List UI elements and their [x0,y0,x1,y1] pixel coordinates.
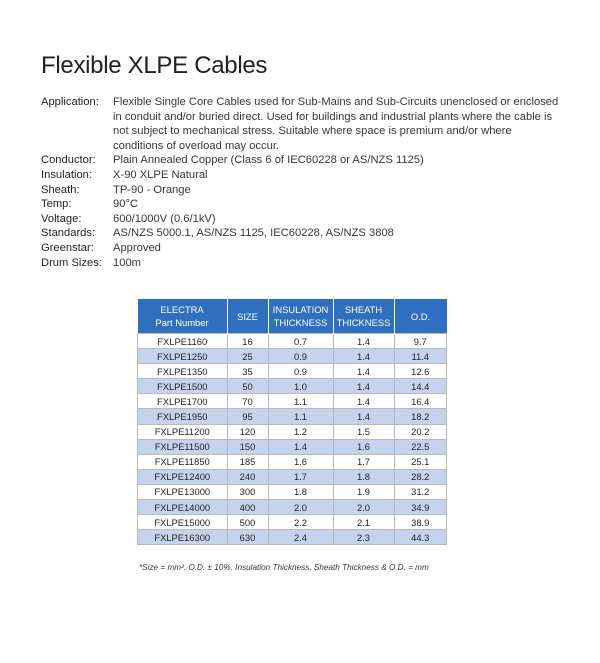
cell-od: 18.2 [394,409,447,424]
header-line: ELECTRA [160,304,204,315]
cell-od: 11.4 [394,349,447,364]
header-part-number [138,299,228,334]
cell-sheath: 1.9 [333,484,394,499]
cell-size: 70 [227,394,268,409]
cell-size: 185 [227,454,268,469]
table-footnote: *Size = mm². O.D. ± 10%. Insulation Thickness, Sheath Thickness & O.D. = mm [139,563,429,572]
cell-insulation: 0.7 [268,334,333,349]
table-row [138,484,447,499]
cell-size: 240 [227,469,268,484]
header-od [394,299,447,334]
cell-part-number: FXLPE1950 [138,409,228,424]
cell-part-number: FXLPE13000 [138,484,228,499]
cell-sheath: 1.4 [333,379,394,394]
cell-insulation: 2.4 [268,530,333,545]
spec-insulation [41,168,561,183]
cell-od: 25.1 [394,454,447,469]
header-sheath-thickness [333,299,394,334]
spec-value: 600/1000V (0.6/1kV) [113,212,216,225]
cell-size: 500 [227,515,268,530]
spec-value: 100m [113,256,141,269]
cell-sheath: 2.1 [333,515,394,530]
header-line: SHEATH [344,304,383,315]
spec-standards [41,226,561,241]
cell-sheath: 1.8 [333,469,394,484]
spec-value: 90°C [113,198,138,211]
spec-label: Insulation: [41,168,92,181]
cell-part-number: FXLPE1250 [138,349,228,364]
cell-insulation: 1.2 [268,424,333,439]
spec-label: Application: [41,96,99,108]
cell-size: 300 [227,484,268,499]
spec-value: Approved [113,241,161,254]
header-line: INSULATION [272,304,329,315]
cable-table [137,299,447,545]
cell-sheath: 1.7 [333,454,394,469]
table-row [138,439,447,454]
cell-part-number: FXLPE15000 [138,515,228,530]
cell-od: 14.4 [394,379,447,394]
cell-od: 44.3 [394,530,447,545]
spec-temp [41,197,561,212]
table-body [138,334,447,545]
cell-od: 9.7 [394,334,447,349]
cell-part-number: FXLPE12400 [138,469,228,484]
cell-sheath: 1.4 [333,334,394,349]
cell-part-number: FXLPE1160 [138,334,228,349]
spec-label: Conductor: [41,154,96,167]
header-line: O.D. [410,310,431,322]
table-row [138,394,447,409]
cell-size: 120 [227,424,268,439]
spec-list [41,95,561,270]
cell-part-number: FXLPE1700 [138,394,228,409]
cell-insulation: 1.6 [268,454,333,469]
cell-sheath: 1.4 [333,349,394,364]
table-row [138,379,447,394]
cell-part-number: FXLPE1500 [138,379,228,394]
table-row [138,334,447,349]
cell-size: 400 [227,500,268,515]
spec-value: X-90 XLPE Natural [113,168,208,181]
cable-table-container [137,299,447,545]
cell-part-number: FXLPE16300 [138,530,228,545]
spec-greenstar [41,241,561,256]
spec-label: Drum Sizes: [41,256,102,269]
cell-insulation: 1.0 [268,379,333,394]
table-row [138,454,447,469]
cell-insulation: 2.2 [268,515,333,530]
spec-label: Sheath: [41,183,80,196]
cell-sheath: 2.3 [333,530,394,545]
cell-insulation: 2.0 [268,500,333,515]
cell-size: 25 [227,349,268,364]
table-header-row [138,299,447,334]
cell-sheath: 1.6 [333,439,394,454]
cell-od: 22.5 [394,439,447,454]
cell-od: 31.2 [394,484,447,499]
cell-sheath: 1.4 [333,409,394,424]
cell-sheath: 1.5 [333,424,394,439]
cell-insulation: 0.9 [268,364,333,379]
spec-conductor [41,153,561,168]
cell-od: 38.9 [394,515,447,530]
header-line: Part Number [155,317,209,328]
cell-size: 630 [227,530,268,545]
page-title: Flexible XLPE Cables [41,52,268,79]
cell-sheath: 1.4 [333,364,394,379]
cell-part-number: FXLPE14000 [138,500,228,515]
spec-sheath [41,183,561,198]
header-line: SIZE [237,310,258,322]
table-row [138,515,447,530]
spec-voltage [41,212,561,227]
cell-od: 34.9 [394,500,447,515]
spec-value: AS/NZS 5000.1, AS/NZS 1125, IEC60228, AS/NZS 3808 [113,227,394,240]
spec-label: Greenstar: [41,241,94,254]
cell-insulation: 1.7 [268,469,333,484]
header-size [227,299,268,334]
cell-od: 16.4 [394,394,447,409]
table-row [138,530,447,545]
cell-part-number: FXLPE11200 [138,424,228,439]
spec-value: Plain Annealed Copper (Class 6 of IEC60228 or AS/NZS 1125) [113,154,424,167]
cell-insulation: 1.1 [268,409,333,424]
table-row [138,469,447,484]
cell-size: 50 [227,379,268,394]
table-row [138,500,447,515]
cell-part-number: FXLPE11500 [138,439,228,454]
spec-value: Flexible Single Core Cables used for Sub-Mains and Sub-Circuits unenclosed or enclosed in conduit and/or buried direct. Used for buildings and industrial plants where the cable is not subject to mechanical stress. Suitable where space is premium and/or where conditions of overload may occur. [113,96,559,152]
cell-sheath: 1.4 [333,394,394,409]
header-insulation-thickness [268,299,333,334]
cell-od: 20.2 [394,424,447,439]
cell-insulation: 1.4 [268,439,333,454]
table-row [138,409,447,424]
cell-od: 12.6 [394,364,447,379]
cell-sheath: 2.0 [333,500,394,515]
spec-value: TP-90 - Orange [113,183,191,196]
spec-application [41,95,561,153]
cell-insulation: 1.8 [268,484,333,499]
cell-part-number: FXLPE1350 [138,364,228,379]
header-line: THICKNESS [336,317,391,328]
spec-label: Standards: [41,227,96,240]
cell-insulation: 1.1 [268,394,333,409]
table-row [138,364,447,379]
spec-label: Voltage: [41,212,82,225]
cell-size: 95 [227,409,268,424]
cell-part-number: FXLPE11850 [138,454,228,469]
cell-size: 16 [227,334,268,349]
cell-size: 150 [227,439,268,454]
cell-insulation: 0.9 [268,349,333,364]
table-row [138,349,447,364]
cell-size: 35 [227,364,268,379]
spec-label: Temp: [41,198,72,211]
spec-drum-sizes [41,256,561,271]
cell-od: 28.2 [394,469,447,484]
table-row [138,424,447,439]
header-line: THICKNESS [273,317,328,328]
